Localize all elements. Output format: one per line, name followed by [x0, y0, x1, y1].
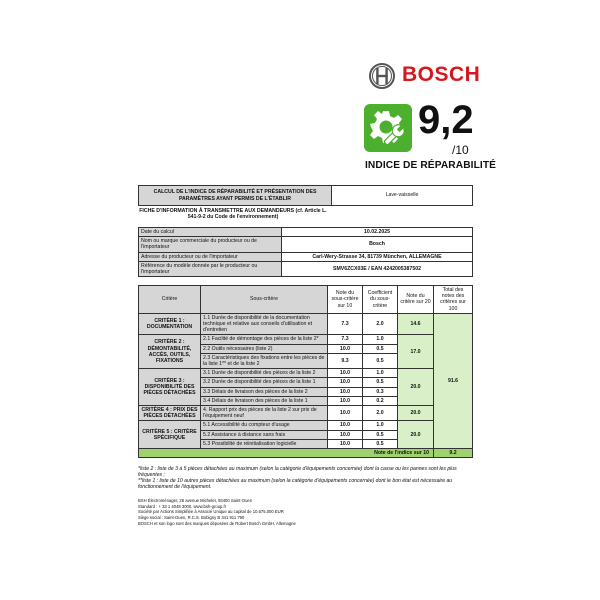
criterion-score: 20.0 — [398, 406, 434, 421]
score-row — [139, 421, 473, 430]
info-row — [139, 237, 473, 252]
subcriterion-coefficient: 0.2 — [363, 396, 398, 405]
footnote-liste-1: **liste 1 : liste de 10 autres pièces détachées au maximum (selon la catégorie d'équipements concernée) dont le bon état est nécessaire au fonctionnement de l'équipement. — [138, 478, 453, 491]
col-header-total: Total des notes des critères sur 100 — [434, 286, 473, 314]
header-title: CALCUL DE L'INDICE DE RÉPARABILITÉ ET PRÉSENTATION DES PARAMÈTRES AYANT PERMIS DE L'ÉTABLIR — [139, 186, 332, 206]
info-label: Date du calcul — [139, 228, 282, 237]
col-header-coefficient: Coefficient du sous-critère — [363, 286, 398, 314]
subcriterion-grade: 7.3 — [328, 313, 363, 335]
info-row — [139, 261, 473, 276]
total-score: 91.6 — [434, 313, 473, 448]
subcriterion-coefficient: 1.0 — [363, 421, 398, 430]
company-line: BSH Électroménager, 26 avenue Michelet, 93400 Saint-Ouen — [138, 498, 253, 503]
subcriterion-grade: 10.0 — [328, 369, 363, 378]
index-value: 9.2 — [434, 449, 473, 458]
col-header-criterion: Critère — [139, 286, 201, 314]
bosch-armature-icon — [368, 62, 396, 90]
info-value: Carl-Wery-Strasse 34, 81739 München, ALLEMAGNE — [282, 252, 473, 261]
info-label: Adresse du producteur ou de l'importateur — [139, 252, 282, 261]
score-row — [139, 335, 473, 344]
badge-caption: INDICE DE RÉPARABILITÉ — [365, 160, 497, 171]
col-header-sub-grade: Note du sous-critère sur 10 — [328, 286, 363, 314]
subcriterion-grade: 10.0 — [328, 406, 363, 421]
info-label: Référence du modèle donnée par le producteur ou l'importateur — [139, 261, 282, 276]
fiche-title: FICHE D'INFORMATION À TRANSMETTRE AUX DEMANDEURS (cf. Article L. 541-9-2 du Code de l'environnement) — [139, 208, 327, 221]
subcriterion-coefficient: 1.0 — [363, 335, 398, 344]
header-table — [138, 185, 473, 206]
subcriterion-label: 3.2 Durée de disponibilité des pièces de la liste 1 — [201, 378, 328, 387]
info-value: 10.02.2025 — [282, 228, 473, 237]
subcriterion-label: 3.3 Délais de livraison des pièces de la liste 2 — [201, 387, 328, 396]
subcriterion-label: 4. Rapport prix des pièces de la liste 2 sur prix de l'équipement neuf — [201, 406, 328, 421]
criterion-score: 20.0 — [398, 369, 434, 406]
info-value: Bosch — [282, 237, 473, 252]
criterion-score: 14.6 — [398, 313, 434, 335]
criterion-label: CRITÈRE 4 : PRIX DES PIÈCES DÉTACHÉES — [139, 406, 201, 421]
score-table-header — [139, 286, 473, 314]
subcriterion-label: 5.3 Possibilité de réinitialisation logicielle — [201, 439, 328, 448]
subcriterion-label: 3.1 Durée de disponibilité des pièces de la liste 2 — [201, 369, 328, 378]
col-header-subcriterion: Sous-critère — [201, 286, 328, 314]
footnotes — [138, 466, 472, 490]
company-line: BOSCH et son logo sont des marques déposées de Robert Bosch GmbH, Allemagne — [138, 520, 296, 526]
info-label: Nom ou marque commerciale du producteur ou de l'importateur — [139, 237, 282, 252]
index-row — [139, 449, 473, 458]
subcriterion-grade: 10.0 — [328, 396, 363, 405]
subcriterion-label: 2.3 Caractéristiques des fixations entre les pièces de la liste 1** et de la liste 2 — [201, 353, 328, 368]
score-denominator: /10 — [452, 143, 469, 157]
score-table — [138, 285, 473, 458]
subcriterion-coefficient: 2.0 — [363, 406, 398, 421]
bosch-logo — [368, 62, 481, 90]
repairability-score: 9,2 — [418, 98, 474, 142]
criterion-label: CRITÈRE 3 : DISPONIBILITÉ DES PIÈCES DÉTACHÉES — [139, 369, 201, 406]
score-row — [139, 406, 473, 421]
subcriterion-coefficient: 0.5 — [363, 344, 398, 353]
score-row — [139, 313, 473, 335]
footnote-liste-2: *liste 2 : liste de 3 à 5 pièces détachées au maximum (selon la catégorie d'équipements concernée) dont la casse ou les pannes sont les plus fréquentes ; — [138, 466, 457, 479]
subcriterion-coefficient: 0.5 — [363, 353, 398, 368]
company-info — [138, 498, 472, 527]
info-table — [138, 227, 473, 277]
index-label: Note de l'indice sur 10 — [139, 449, 434, 458]
info-value: SMV6ZCX03E / EAN 4242005387502 — [282, 261, 473, 276]
subcriterion-coefficient: 0.5 — [363, 430, 398, 439]
info-row — [139, 252, 473, 261]
bosch-wordmark: BOSCH — [402, 63, 481, 86]
subcriterion-grade: 10.0 — [328, 387, 363, 396]
subcriterion-coefficient: 0.5 — [363, 439, 398, 448]
criterion-score: 20.0 — [398, 421, 434, 449]
info-row — [139, 228, 473, 237]
subcriterion-grade: 10.0 — [328, 421, 363, 430]
subcriterion-grade: 7.3 — [328, 335, 363, 344]
subcriterion-label: 3.4 Délais de livraison des pièces de la liste 1 — [201, 396, 328, 405]
subcriterion-coefficient: 2.0 — [363, 313, 398, 335]
subcriterion-label: 2.2 Outils nécessaires (liste 2) — [201, 344, 328, 353]
subcriterion-grade: 10.0 — [328, 430, 363, 439]
subcriterion-grade: 10.0 — [328, 378, 363, 387]
col-header-criterion-score: Note du critère sur 20 — [398, 286, 434, 314]
company-line: Société par Actions Simplifiée à Associé Unique au capital de 10.675.000 EUR — [138, 509, 284, 515]
gear-wrench-icon — [364, 104, 412, 152]
subcriterion-label: 5.1 Accessibilité du compteur d'usage — [201, 421, 328, 430]
criterion-label: CRITÈRE 1 : DOCUMENTATION — [139, 313, 201, 335]
subcriterion-label: 2.1 Facilité de démontage des pièces de la liste 2* — [201, 335, 328, 344]
criterion-label: CRITÈRE 5 : CRITÈRE SPÉCIFIQUE — [139, 421, 201, 449]
subcriterion-grade: 10.0 — [328, 344, 363, 353]
score-table-body — [139, 313, 473, 457]
subcriterion-label: 1.1 Durée de disponibilité de la documentation technique et relative aux conseils d'utilisation et d'entretien — [201, 313, 328, 335]
subcriterion-grade: 9.3 — [328, 353, 363, 368]
subcriterion-grade: 10.0 — [328, 439, 363, 448]
subcriterion-coefficient: 1.0 — [363, 369, 398, 378]
criterion-score: 17.0 — [398, 335, 434, 369]
company-line: Standard : + 33 1 4048 3000, www.bsh-group.fr — [138, 503, 227, 509]
subcriterion-coefficient: 0.5 — [363, 378, 398, 387]
criterion-label: CRITÈRE 2 : DÉMONTABILITÉ, ACCÈS, OUTILS, FIXATIONS — [139, 335, 201, 369]
score-row — [139, 369, 473, 378]
product-type: Lave-vaisselle — [332, 186, 473, 206]
subcriterion-coefficient: 0.3 — [363, 387, 398, 396]
company-line: Siège social : Saint-Ouen, R.C.S. Bobigny B 341 911 790 — [138, 515, 245, 521]
subcriterion-label: 5.2 Assistance à distance sans frais — [201, 430, 328, 439]
